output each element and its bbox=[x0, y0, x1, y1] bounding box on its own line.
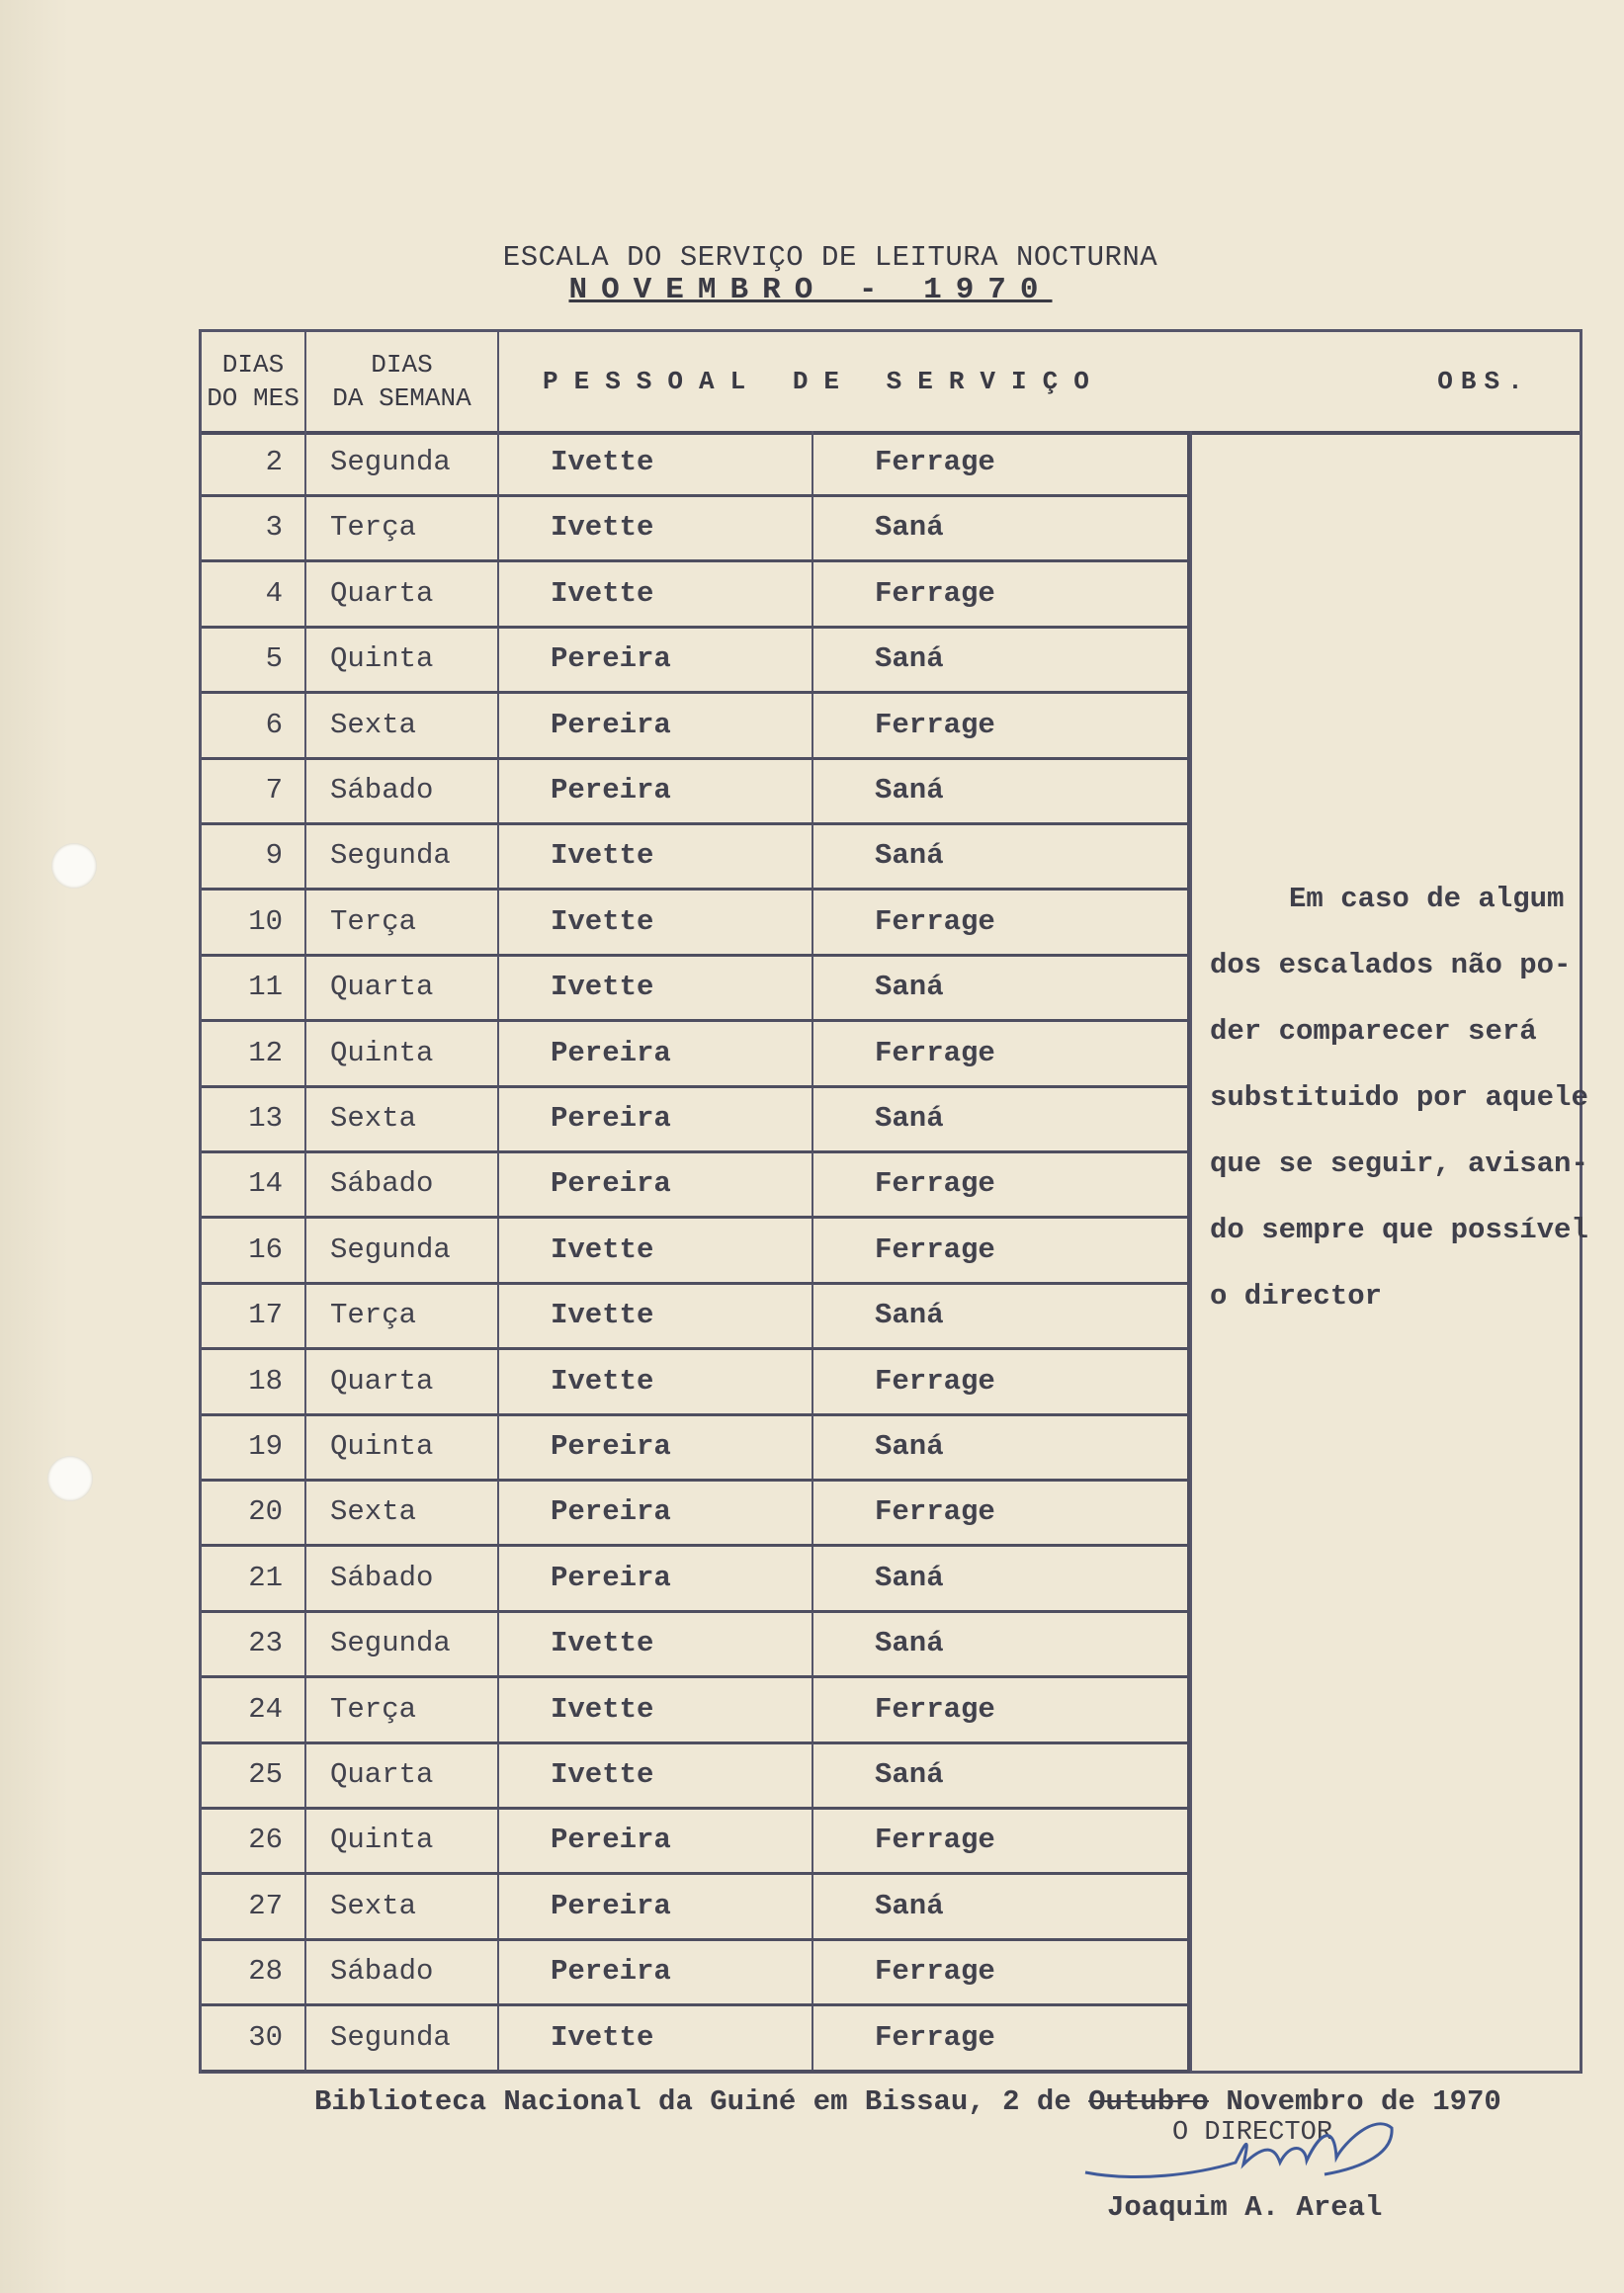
cell-weekday: Sexta bbox=[306, 1481, 499, 1544]
cell-staff-second: Ferrage bbox=[813, 1678, 1190, 1741]
cell-day: 25 bbox=[202, 1743, 306, 1807]
obs-column bbox=[1190, 431, 1588, 2071]
cell-staff-second: Saná bbox=[813, 824, 1190, 888]
cell-day: 24 bbox=[202, 1678, 306, 1741]
cell-weekday: Quinta bbox=[306, 1809, 499, 1872]
cell-day: 20 bbox=[202, 1481, 306, 1544]
cell-staff-second: Saná bbox=[813, 1284, 1190, 1347]
cell-staff-second: Ferrage bbox=[813, 431, 1190, 494]
header-day-of-week bbox=[306, 332, 499, 431]
header-day-line1: DIAS bbox=[221, 350, 285, 380]
cell-staff-first: Pereira bbox=[499, 1087, 813, 1150]
table-row bbox=[202, 1875, 1190, 1941]
cell-staff-first: Ivette bbox=[499, 1219, 813, 1282]
cell-day: 21 bbox=[202, 1547, 306, 1610]
table-row bbox=[202, 1678, 1190, 1744]
cell-staff-second: Saná bbox=[813, 1547, 1190, 1610]
cell-weekday: Segunda bbox=[306, 1612, 499, 1675]
cell-staff-second: Saná bbox=[813, 496, 1190, 559]
cell-weekday: Quarta bbox=[306, 1350, 499, 1413]
table-row bbox=[202, 1415, 1190, 1482]
table-row bbox=[202, 1022, 1190, 1088]
cell-weekday: Sexta bbox=[306, 1875, 499, 1938]
cell-day: 26 bbox=[202, 1809, 306, 1872]
cell-day: 23 bbox=[202, 1612, 306, 1675]
header-staff: PESSOAL DE SERVIÇO bbox=[543, 367, 1105, 396]
header-obs: OBS. bbox=[1437, 367, 1531, 396]
table-row bbox=[202, 1940, 1190, 2006]
obs-note-line: dos escalados não po- bbox=[1210, 949, 1572, 981]
table-row bbox=[202, 2006, 1190, 2073]
table-row bbox=[202, 824, 1190, 891]
footer-prefix: Biblioteca Nacional da Guiné em Bissau, 2 de bbox=[314, 2085, 1089, 2118]
cell-weekday: Segunda bbox=[306, 431, 499, 494]
obs-note-line: que se seguir, avisan- bbox=[1210, 1147, 1588, 1180]
table-row bbox=[202, 1809, 1190, 1875]
obs-note-line: o director bbox=[1210, 1280, 1383, 1313]
cell-staff-first: Ivette bbox=[499, 562, 813, 626]
director-title: O DIRECTOR bbox=[1172, 2118, 1333, 2148]
cell-day: 16 bbox=[202, 1219, 306, 1282]
cell-staff-second: Saná bbox=[813, 1875, 1190, 1938]
cell-staff-second: Ferrage bbox=[813, 891, 1190, 954]
header-day-line2: DO MES bbox=[207, 383, 299, 413]
table-row bbox=[202, 431, 1190, 497]
cell-staff-first: Pereira bbox=[499, 628, 813, 691]
cell-weekday: Sábado bbox=[306, 1940, 499, 2003]
cell-weekday: Sábado bbox=[306, 1152, 499, 1216]
cell-weekday: Quinta bbox=[306, 1415, 499, 1479]
obs-note-line: do sempre que possível bbox=[1210, 1214, 1588, 1246]
document-title: ESCALA DO SERVIÇO DE LEITURA NOCTURNA bbox=[502, 241, 1158, 274]
cell-weekday: Quarta bbox=[306, 1743, 499, 1807]
cell-staff-first: Pereira bbox=[499, 1415, 813, 1479]
cell-day: 12 bbox=[202, 1022, 306, 1085]
cell-staff-second: Ferrage bbox=[813, 694, 1190, 757]
cell-weekday: Sábado bbox=[306, 759, 499, 822]
schedule-table bbox=[199, 329, 1588, 2074]
cell-staff-first: Pereira bbox=[499, 1809, 813, 1872]
table-row bbox=[202, 1152, 1190, 1219]
cell-day: 7 bbox=[202, 759, 306, 822]
cell-day: 6 bbox=[202, 694, 306, 757]
obs-note bbox=[1210, 866, 1588, 1329]
cell-staff-first: Pereira bbox=[499, 759, 813, 822]
cell-staff-second: Saná bbox=[813, 628, 1190, 691]
cell-weekday: Sexta bbox=[306, 1087, 499, 1150]
cell-staff-first: Pereira bbox=[499, 694, 813, 757]
cell-staff-second: Ferrage bbox=[813, 1219, 1190, 1282]
obs-note-line: substituido por aquele bbox=[1210, 1081, 1588, 1114]
cell-staff-second: Ferrage bbox=[813, 1152, 1190, 1216]
cell-staff-second: Ferrage bbox=[813, 1481, 1190, 1544]
cell-staff-first: Ivette bbox=[499, 2006, 813, 2070]
obs-note-line: der comparecer será bbox=[1210, 1015, 1537, 1048]
cell-weekday: Segunda bbox=[306, 2006, 499, 2070]
cell-weekday: Quarta bbox=[306, 562, 499, 626]
table-row bbox=[202, 496, 1190, 562]
cell-staff-first: Ivette bbox=[499, 496, 813, 559]
cell-weekday: Quarta bbox=[306, 956, 499, 1019]
header-weekday-line2: DA SEMANA bbox=[332, 383, 471, 413]
cell-day: 18 bbox=[202, 1350, 306, 1413]
cell-staff-first: Ivette bbox=[499, 824, 813, 888]
cell-day: 19 bbox=[202, 1415, 306, 1479]
cell-staff-second: Saná bbox=[813, 1743, 1190, 1807]
cell-staff-first: Ivette bbox=[499, 431, 813, 494]
table-row bbox=[202, 956, 1190, 1022]
punch-hole-top bbox=[51, 843, 97, 889]
cell-staff-first: Ivette bbox=[499, 1678, 813, 1741]
cell-day: 9 bbox=[202, 824, 306, 888]
footer-struck-word: Outubro bbox=[1088, 2085, 1209, 2118]
cell-staff-second: Saná bbox=[813, 956, 1190, 1019]
cell-staff-second: Saná bbox=[813, 759, 1190, 822]
cell-staff-first: Ivette bbox=[499, 1612, 813, 1675]
cell-day: 10 bbox=[202, 891, 306, 954]
cell-staff-first: Ivette bbox=[499, 956, 813, 1019]
cell-staff-first: Ivette bbox=[499, 891, 813, 954]
cell-day: 30 bbox=[202, 2006, 306, 2070]
cell-staff-first: Ivette bbox=[499, 1350, 813, 1413]
cell-day: 27 bbox=[202, 1875, 306, 1938]
table-row bbox=[202, 891, 1190, 957]
cell-staff-second: Saná bbox=[813, 1612, 1190, 1675]
header-day-of-month bbox=[202, 332, 306, 431]
cell-staff-second: Ferrage bbox=[813, 2006, 1190, 2070]
cell-day: 14 bbox=[202, 1152, 306, 1216]
cell-staff-first: Ivette bbox=[499, 1284, 813, 1347]
table-row bbox=[202, 1481, 1190, 1547]
cell-staff-second: Saná bbox=[813, 1415, 1190, 1479]
table-row bbox=[202, 1547, 1190, 1613]
cell-day: 17 bbox=[202, 1284, 306, 1347]
cell-day: 2 bbox=[202, 431, 306, 494]
cell-staff-second: Ferrage bbox=[813, 1022, 1190, 1085]
director-name: Joaquim A. Areal bbox=[1107, 2191, 1383, 2224]
cell-weekday: Quinta bbox=[306, 628, 499, 691]
cell-staff-second: Ferrage bbox=[813, 562, 1190, 626]
cell-weekday: Terça bbox=[306, 1284, 499, 1347]
table-row bbox=[202, 1284, 1190, 1350]
cell-staff-second: Saná bbox=[813, 1087, 1190, 1150]
cell-staff-first: Pereira bbox=[499, 1481, 813, 1544]
cell-day: 11 bbox=[202, 956, 306, 1019]
table-row bbox=[202, 759, 1190, 825]
cell-day: 3 bbox=[202, 496, 306, 559]
cell-weekday: Terça bbox=[306, 496, 499, 559]
obs-note-line: Em caso de algum bbox=[1289, 883, 1565, 915]
signature-mark bbox=[1077, 2103, 1413, 2202]
cell-day: 4 bbox=[202, 562, 306, 626]
cell-staff-first: Pereira bbox=[499, 1547, 813, 1610]
cell-weekday: Terça bbox=[306, 891, 499, 954]
table-row bbox=[202, 1219, 1190, 1285]
cell-staff-second: Ferrage bbox=[813, 1809, 1190, 1872]
header-weekday-line1: DIAS bbox=[371, 350, 433, 380]
paper-left-edge bbox=[0, 0, 69, 2293]
table-row bbox=[202, 1350, 1190, 1416]
table-row bbox=[202, 562, 1190, 629]
cell-weekday: Terça bbox=[306, 1678, 499, 1741]
cell-weekday: Segunda bbox=[306, 824, 499, 888]
table-row bbox=[202, 1087, 1190, 1153]
cell-staff-first: Pereira bbox=[499, 1152, 813, 1216]
table-row bbox=[202, 694, 1190, 760]
cell-staff-first: Pereira bbox=[499, 1940, 813, 2003]
cell-day: 13 bbox=[202, 1087, 306, 1150]
table-row bbox=[202, 1743, 1190, 1810]
cell-staff-first: Pereira bbox=[499, 1022, 813, 1085]
cell-weekday: Segunda bbox=[306, 1219, 499, 1282]
cell-weekday: Sexta bbox=[306, 694, 499, 757]
table-row bbox=[202, 628, 1190, 694]
cell-day: 5 bbox=[202, 628, 306, 691]
cell-staff-first: Pereira bbox=[499, 1875, 813, 1938]
cell-staff-first: Ivette bbox=[499, 1743, 813, 1807]
punch-hole-bottom bbox=[47, 1456, 93, 1501]
cell-weekday: Sábado bbox=[306, 1547, 499, 1610]
table-header bbox=[202, 332, 1580, 435]
table-row bbox=[202, 1612, 1190, 1678]
cell-day: 28 bbox=[202, 1940, 306, 2003]
cell-staff-second: Ferrage bbox=[813, 1350, 1190, 1413]
document-subtitle: NOVEMBRO - 1970 bbox=[568, 273, 1053, 307]
footer-suffix: Novembro de 1970 bbox=[1208, 2085, 1501, 2118]
cell-weekday: Quinta bbox=[306, 1022, 499, 1085]
cell-staff-second: Ferrage bbox=[813, 1940, 1190, 2003]
